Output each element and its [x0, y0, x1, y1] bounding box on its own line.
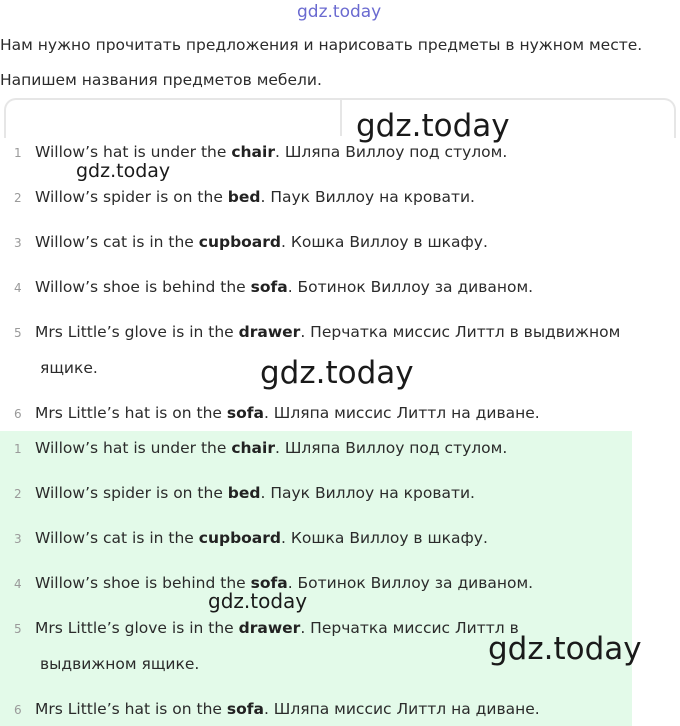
list-item [0, 700, 680, 724]
item-number: 6 [14, 703, 22, 717]
item-text: Willow’s spider is on the bed. Паук Виллоу на кровати. [35, 484, 475, 502]
item-text-continuation: выдвижном ящике. [40, 655, 200, 673]
item-text: Mrs Little’s hat is on the sofa. Шляпа миссис Литтл на диване. [35, 700, 540, 718]
item-number: 3 [14, 236, 22, 250]
item-text-continuation: ящике. [40, 359, 98, 377]
item-number: 4 [14, 281, 22, 295]
item-text: Willow’s cat is in the cupboard. Кошка Виллоу в шкафу. [35, 529, 488, 547]
list-item [0, 188, 680, 212]
item-text: Mrs Little’s glove is in the drawer. Перчатка миссис Литтл в [35, 619, 519, 637]
item-number: 4 [14, 577, 22, 591]
watermark: gdz.today [356, 108, 510, 144]
intro-task: Напишем названия предметов мебели. [0, 71, 322, 89]
watermark: gdz.today [488, 631, 642, 667]
watermark: gdz.today [260, 355, 414, 391]
list-item [0, 233, 680, 257]
watermark: gdz.today [76, 160, 171, 182]
item-number: 3 [14, 532, 22, 546]
item-text: Willow’s cat is in the cupboard. Кошка Виллоу в шкафу. [35, 233, 488, 251]
watermark: gdz.today [208, 589, 308, 613]
item-number: 2 [14, 191, 22, 205]
item-number: 1 [14, 442, 22, 456]
list-item [0, 529, 680, 553]
item-number: 5 [14, 622, 22, 636]
item-text: Willow’s shoe is behind the sofa. Ботинок Виллоу за диваном. [35, 278, 534, 296]
item-text: Willow’s spider is on the bed. Паук Виллоу на кровати. [35, 188, 475, 206]
list-item [0, 439, 680, 463]
item-text: Willow’s hat is under the chair. Шляпа Виллоу под стулом. [35, 143, 508, 161]
item-number: 2 [14, 487, 22, 501]
card-divider [340, 98, 342, 136]
list-item [0, 404, 680, 428]
intro-instruction: Нам нужно прочитать предложения и нарисовать предметы в нужном месте. [0, 36, 643, 54]
list-item [0, 484, 680, 508]
item-text: Mrs Little’s glove is in the drawer. Перчатка миссис Литтл в выдвижном [35, 323, 621, 341]
item-number: 1 [14, 146, 22, 160]
item-number: 5 [14, 326, 22, 340]
watermark: gdz.today [297, 2, 382, 22]
list-item [0, 278, 680, 302]
list-item [0, 574, 680, 598]
item-text: Willow’s shoe is behind the sofa. Ботинок Виллоу за диваном. [35, 574, 534, 592]
list-item [0, 323, 680, 347]
item-number: 6 [14, 407, 22, 421]
item-text: Willow’s hat is under the chair. Шляпа Виллоу под стулом. [35, 439, 508, 457]
item-text: Mrs Little’s hat is on the sofa. Шляпа миссис Литтл на диване. [35, 404, 540, 422]
